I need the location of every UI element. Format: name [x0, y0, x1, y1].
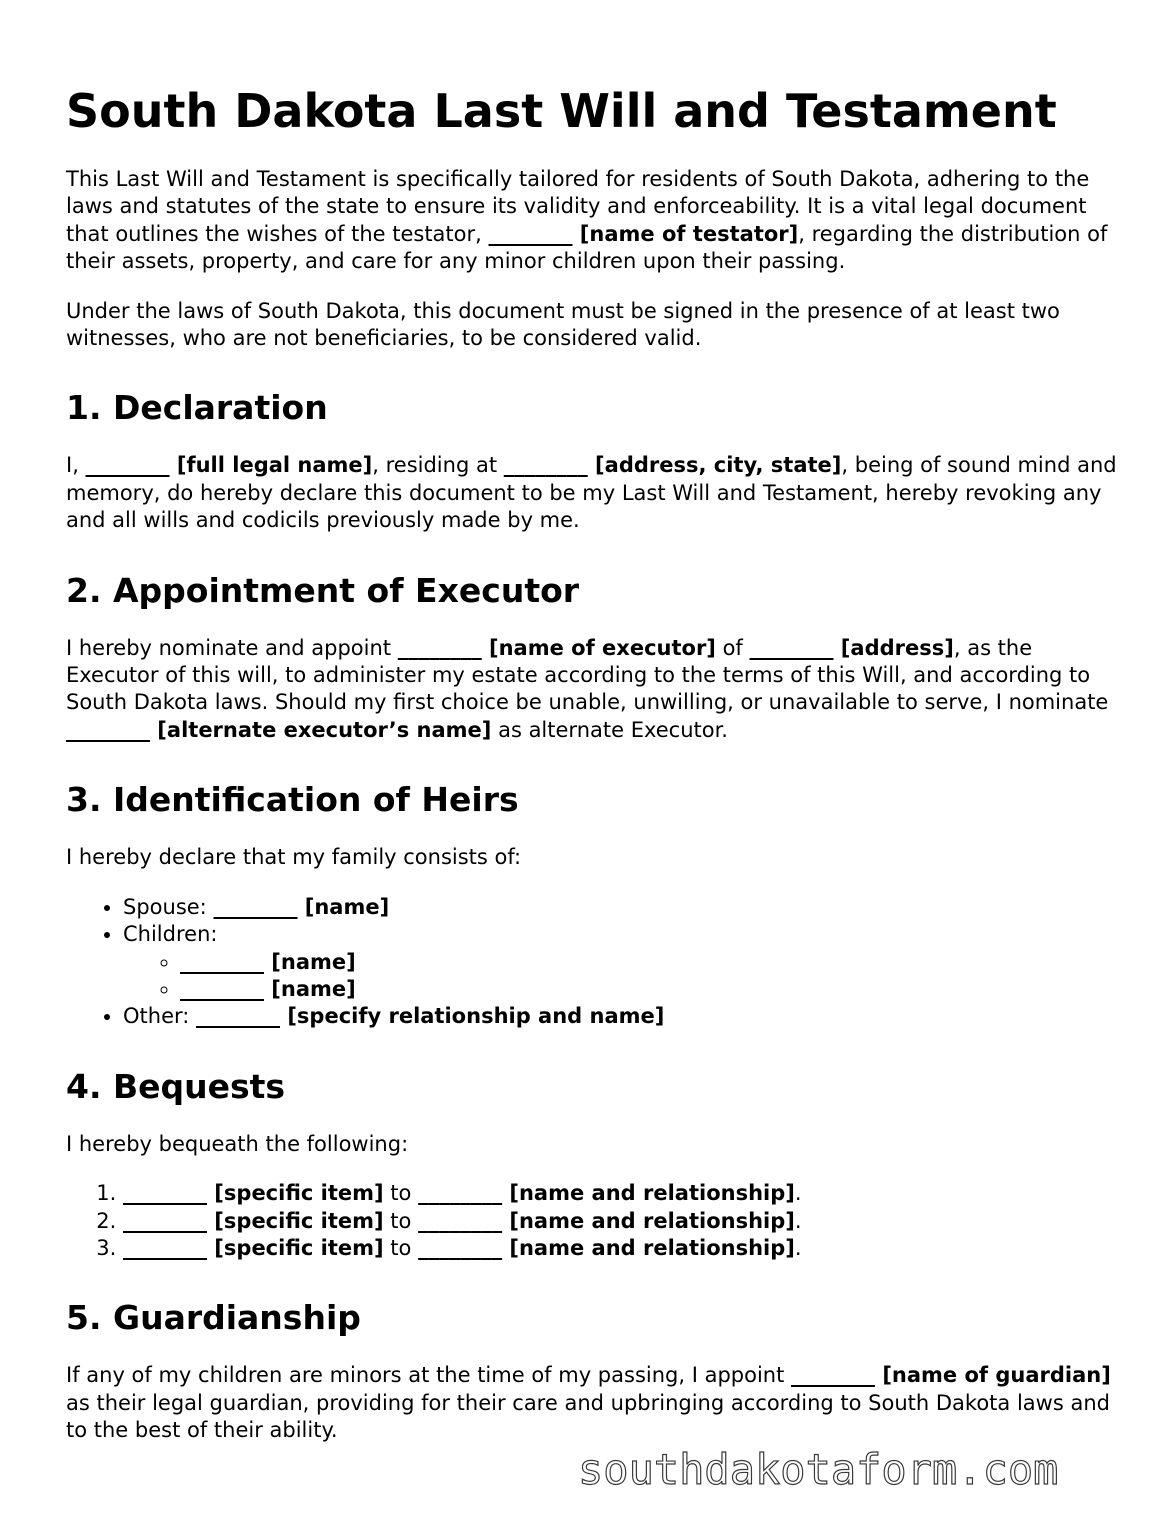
- recipient-blank: ________ [name and relationship]: [418, 1208, 795, 1233]
- full-legal-name-blank: ________ [full legal name]: [85, 453, 373, 478]
- section-heading-bequests: 4. Bequests: [66, 1066, 286, 1106]
- document-title: South Dakota Last Will and Testament: [66, 84, 1057, 138]
- declaration-text: , being of sound mind and memory, do hereby declare this document to be my Last Will and Testament, hereby revoking any and all wills and codicils previously made by me.: [66, 453, 1117, 533]
- heirs-list: [66, 894, 1126, 1031]
- list-item-bequest: [123, 1180, 1126, 1207]
- list-item-child: [180, 976, 1126, 1003]
- list-item-other: [123, 1003, 1126, 1030]
- section-heading-executor: 2. Appointment of Executor: [66, 570, 580, 610]
- guardian-name-blank: ________ [name of guardian]: [791, 1363, 1111, 1388]
- watermark: southdakotaform.com: [578, 1445, 1059, 1494]
- child-name-blank: ________ [name]: [180, 976, 356, 1001]
- children-label: Children:: [123, 922, 218, 947]
- guardianship-text: If any of my children are minors at the time of my passing, I appoint: [66, 1363, 792, 1388]
- guardianship-text: as their legal guardian, providing for their care and upbringing according to South Dakota laws and to the best of their ability.: [66, 1390, 1110, 1443]
- executor-text: I hereby nominate and appoint: [66, 635, 398, 660]
- other-label: Other:: [123, 1004, 197, 1029]
- intro-text: , regarding the distribution of their assets, property, and care for any minor children upon their passing.: [66, 221, 1108, 274]
- list-item-children: [123, 921, 1126, 1003]
- section-heading-declaration: 1. Declaration: [66, 388, 328, 428]
- section-heading-guardianship: 5. Guardianship: [66, 1298, 361, 1338]
- declaration-paragraph: [66, 452, 1126, 534]
- bequests-intro: I hereby bequeath the following:: [66, 1131, 409, 1156]
- guardianship-paragraph: [66, 1362, 1126, 1444]
- executor-name-blank: ________ [name of executor]: [397, 635, 716, 660]
- declaration-text: I,: [66, 453, 86, 478]
- executor-address-blank: ________ [address]: [749, 635, 954, 660]
- section-heading-heirs: 3. Identification of Heirs: [66, 780, 519, 820]
- recipient-blank: ________ [name and relationship]: [418, 1235, 795, 1260]
- executor-text: , as the Executor of this will, to administer my estate according to the terms of this Will, and according to South Dakota laws. Should my first choice be unable, unwilling, or unavailable to serve, I nominate: [66, 635, 1109, 715]
- address-blank: ________ [address, city, state]: [503, 453, 842, 478]
- list-item-bequest: [123, 1208, 1126, 1235]
- executor-text: of: [715, 635, 750, 660]
- executor-paragraph: [66, 635, 1126, 745]
- intro-paragraph: [66, 166, 1126, 276]
- bequest-to: to: [383, 1181, 419, 1206]
- heirs-intro: I hereby declare that my family consists of:: [66, 845, 522, 870]
- children-list: [123, 949, 1126, 1004]
- alternate-executor-blank: ________ [alternate executor’s name]: [66, 717, 492, 742]
- testator-name-blank: ________ [name of testator]: [488, 221, 799, 246]
- executor-text: as alternate Executor.: [491, 717, 728, 742]
- witness-paragraph: Under the laws of South Dakota, this document must be signed in the presence of at least two witnesses, who are not beneficiaries, to be considered valid.: [66, 298, 1060, 351]
- spouse-name-blank: ________ [name]: [213, 894, 390, 919]
- specific-item-blank: ________ [specific item]: [123, 1235, 384, 1260]
- child-name-blank: ________ [name]: [180, 949, 356, 974]
- list-item-bequest: [123, 1235, 1126, 1262]
- bequest-to: to: [383, 1235, 419, 1260]
- intro-text: This Last Will and Testament is specifically tailored for residents of South Dakota, adhering to the laws and statutes of the state to ensure its validity and enforceability. It is a vital legal document that outlines the wishes of the testator,: [66, 167, 1090, 246]
- bequest-end: .: [794, 1235, 802, 1260]
- specific-item-blank: ________ [specific item]: [123, 1181, 384, 1206]
- document-page: [66, 78, 1126, 1467]
- bequest-end: .: [794, 1208, 802, 1233]
- bequests-list: [66, 1180, 1126, 1262]
- recipient-blank: ________ [name and relationship]: [418, 1181, 795, 1206]
- bequest-end: .: [794, 1181, 802, 1206]
- spouse-label: Spouse:: [123, 894, 214, 919]
- specific-item-blank: ________ [specific item]: [123, 1208, 384, 1233]
- declaration-text: , residing at: [372, 453, 504, 478]
- bequest-to: to: [383, 1208, 419, 1233]
- other-relation-blank: ________ [specify relationship and name]: [196, 1004, 665, 1029]
- list-item-spouse: [123, 894, 1126, 921]
- list-item-child: [180, 949, 1126, 976]
